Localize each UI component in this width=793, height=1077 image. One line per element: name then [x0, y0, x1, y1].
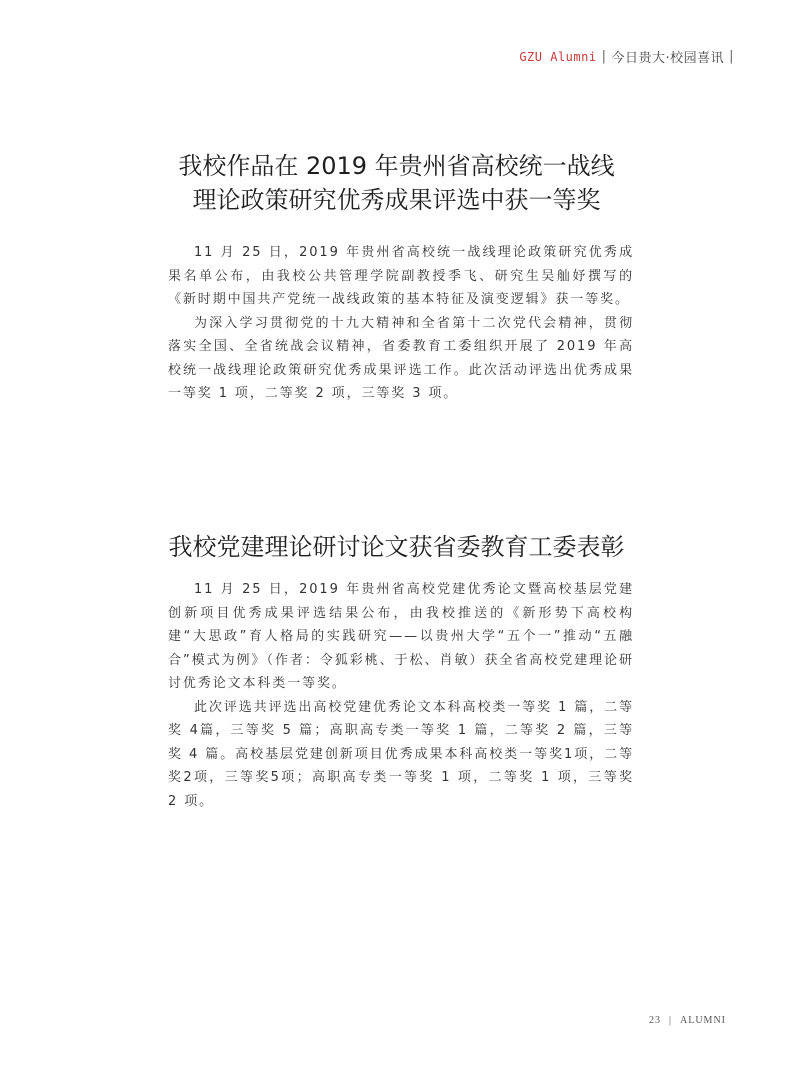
running-header [519, 47, 739, 66]
article2-body [168, 578, 634, 813]
header-end-separator: | [729, 49, 734, 64]
article1-title [0, 149, 793, 217]
article2-paragraph-1: 11 月 25 日，2019 年贵州省高校党建优秀论文暨高校基层党建创新项目优秀成果评选结果公布，由我校推送的《新形势下高校构建“大思政”育人格局的实践研究——以贵州大学“五个一”推动“五融合”模式为例》（作者：令狐彩桃、于松、肖敏）获全省高校党建理论研讨优秀论文本科类一等奖。 [168, 582, 634, 691]
article1-body [168, 241, 634, 406]
article1-title-line1: 我校作品在 2019 年贵州省高校统一战线 [178, 152, 615, 180]
footer-separator: | [668, 1015, 672, 1026]
article2-paragraph-2: 此次评选共评选出高校党建优秀论文本科高校类一等奖 1 篇，二等奖 4篇，三等奖 5 篇；高职高专类一等奖 1 篇，二等奖 2 篇，三等奖 4 篇。高校基层党建创新项目优秀成果本科高校类一等奖1项，二等奖2项，三等奖5项；高职高专类一等奖 1 项，二等奖 1 项，三等奖 2 项。 [168, 699, 634, 809]
page-number: 23 [648, 1015, 661, 1026]
article1-paragraph-2: 为深入学习贯彻党的十九大精神和全省第十二次党代会精神，贯彻落实全国、全省统战会议精神，省委教育工委组织开展了 2019 年高校统一战线理论政策研究优秀成果评选工作。此次活动评选出优秀成果一等奖 1 项，二等奖 2 项，三等奖 3 项。 [168, 315, 634, 401]
header-separator: | [601, 49, 607, 64]
page-footer [649, 1015, 726, 1026]
article1-paragraph-1: 11 月 25 日，2019 年贵州省高校统一战线理论政策研究优秀成果名单公布，由我校公共管理学院副教授季飞、研究生吴舢妤撰写的《新时期中国共产党统一战线政策的基本特征及演变逻辑》获一等奖。 [168, 245, 634, 307]
article1-title-line2: 理论政策研究优秀成果评选中获一等奖 [192, 186, 601, 214]
article2-title: 我校党建理论研讨论文获省委教育工委表彰 [168, 533, 625, 561]
header-section: 今日贵大·校园喜讯 [611, 51, 725, 66]
footer-label: ALUMNI [680, 1015, 726, 1026]
header-brand: GZU Alumni [519, 49, 597, 64]
